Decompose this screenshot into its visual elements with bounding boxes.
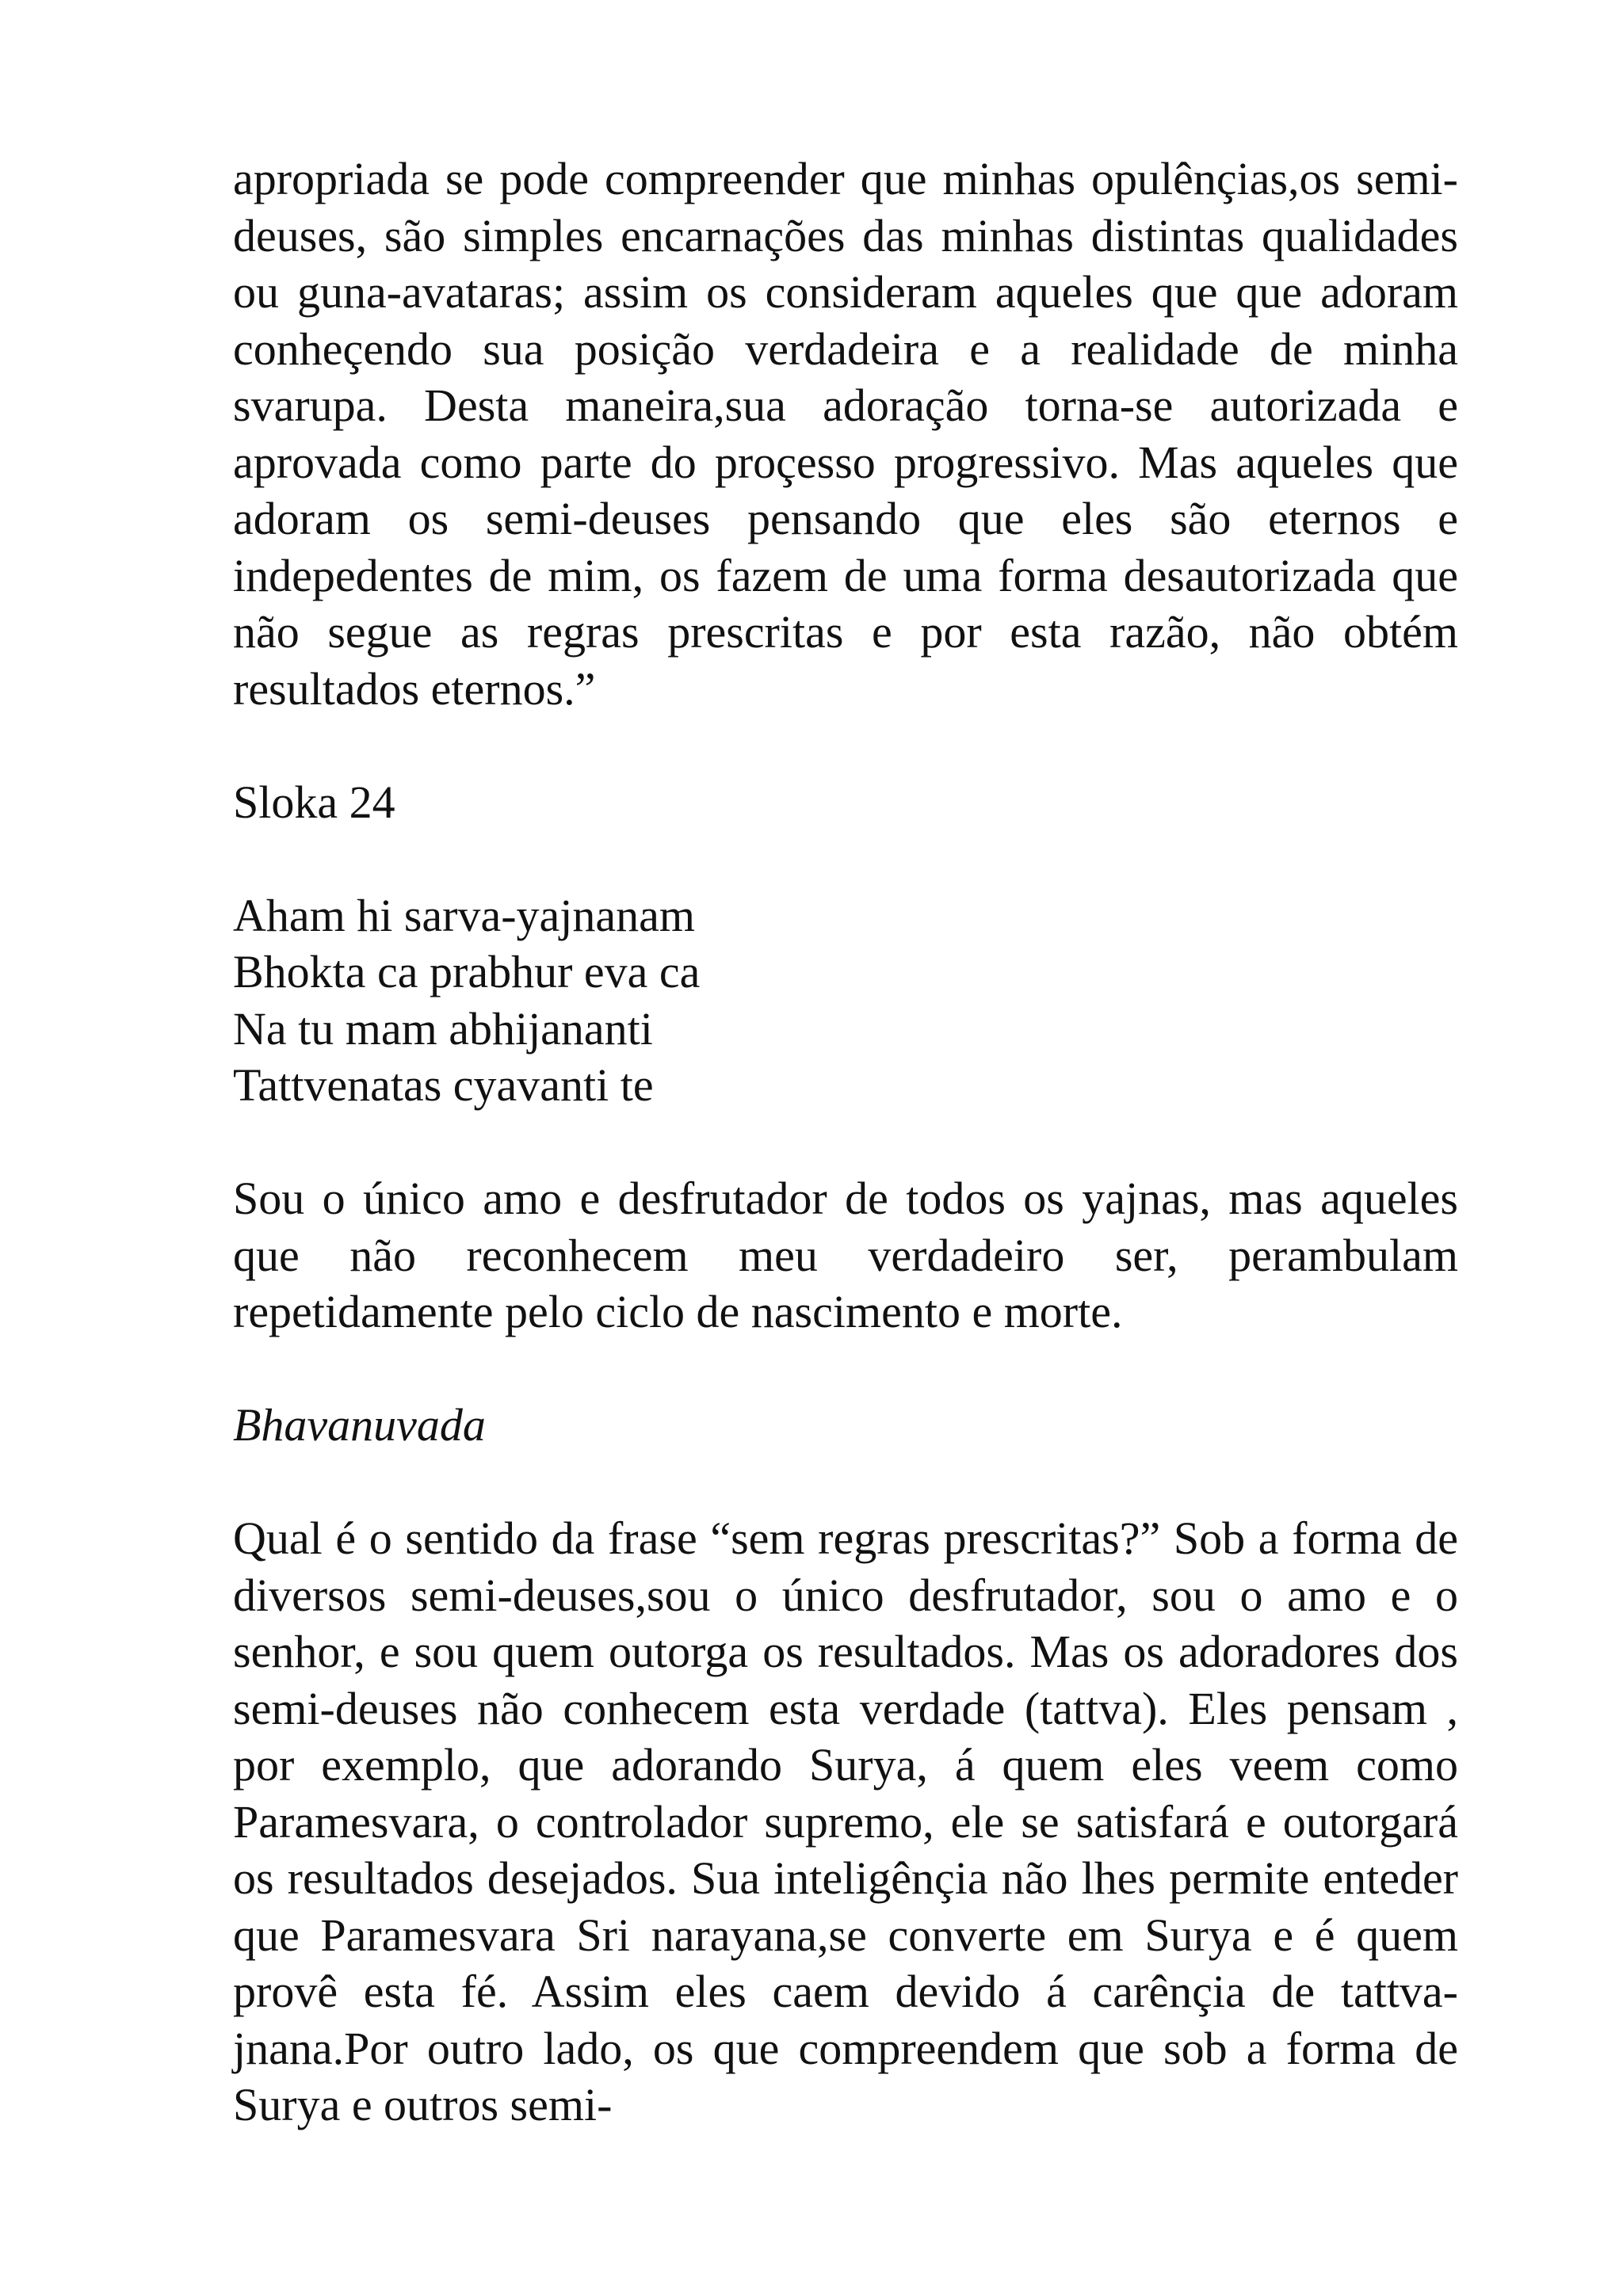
- verse-line: Bhokta ca prabhur eva ca: [233, 946, 701, 997]
- commentary-paragraph: Qual é o sentido da frase “sem regras prescritas?” Sob a forma de diversos semi-deuses,sou o único desfrutador, sou o amo e o senhor, e sou quem outorga os resultados. Mas os adoradores dos semi-deuses não conhecem esta verdade (tattva). Eles pensam , por exemplo, que adorando Surya, á quem eles veem como Paramesvara, o controlador supremo, ele se satisfará e outorgará os resultados desejados. Sua inteligênçia não lhes permite enteder que Paramesvara Sri narayana,se converte em Surya e é quem provê esta fé. Assim eles caem devido á carênçia de tattva-jnana.Por outro lado, os que compreendem que sob a forma de Surya e outros semi-: [233, 1512, 1458, 2130]
- section-heading: Bhavanuvada: [233, 1399, 486, 1451]
- spacer: [233, 717, 1458, 774]
- verse-block: [233, 887, 1458, 1114]
- spacer: [233, 1454, 1458, 1511]
- spacer: [233, 830, 1458, 887]
- verse-line: Tattvenatas cyavanti te: [233, 1059, 654, 1111]
- spacer: [233, 1114, 1458, 1171]
- document-page: [233, 151, 1458, 2134]
- sloka-heading: Sloka 24: [233, 776, 395, 828]
- verse-line: Aham hi sarva-yajnanam: [233, 889, 696, 941]
- verse-line: Na tu mam abhijananti: [233, 1002, 653, 1055]
- spacer: [233, 1341, 1458, 1398]
- translation-paragraph: Sou o único amo e desfrutador de todos os yajnas, mas aqueles que não reconhecem meu verdadeiro ser, perambulam repetidamente pelo ciclo de nascimento e morte.: [233, 1173, 1458, 1337]
- paragraph-continuation: apropriada se pode compreender que minhas opulênçias,os semi-deuses, são simples encarnações das minhas distintas qualidades ou guna-avataras; assim os consideram aqueles que que adoram conheçendo sua posição verdadeira e a realidade de minha svarupa. Desta maneira,sua adoração torna-se autorizada e aprovada como parte do proçesso progressivo. Mas aqueles que adoram os semi-deuses pensando que eles são eternos e indepedentes de mim, os fazem de uma forma desautorizada que não segue as regras prescritas e por esta razão, não obtém resultados eternos.”: [233, 153, 1458, 715]
